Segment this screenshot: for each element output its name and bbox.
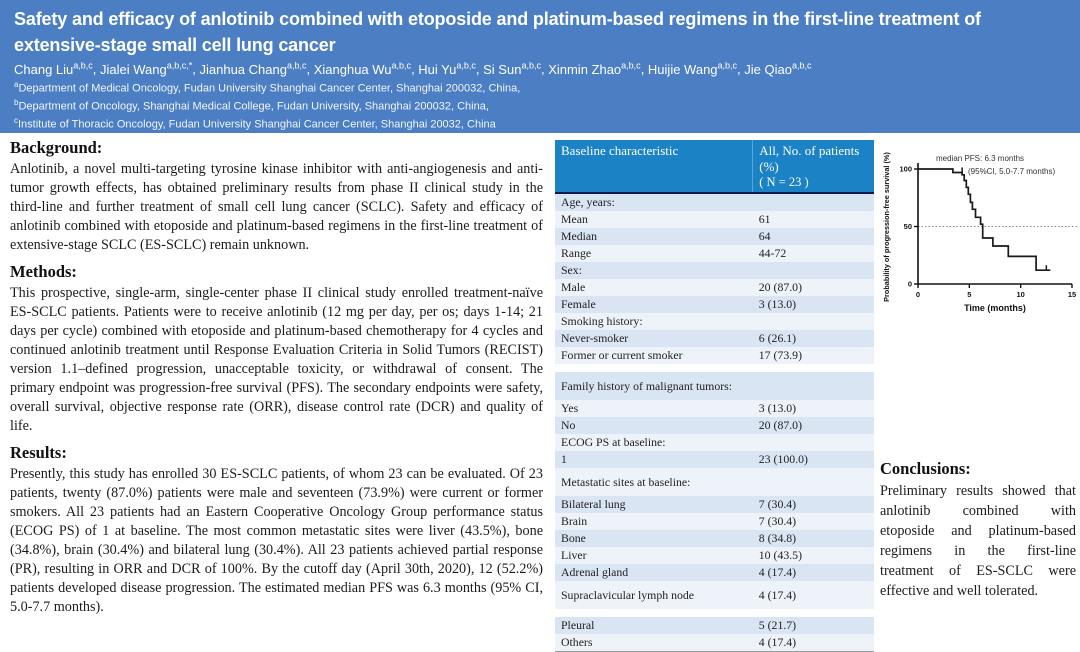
author-line: Chang Liu$^{a,b,c}$, Jialei Wang$^{a,b,c,*}$, Jianhua Chang$^{a,b,c}$, Xianghua Wu$^{a,b,c}$, Hui Yu$^{a,b,c}$, Si Sun$^{a,b,c}$, Xinmin Zhao$^{a,b,c}$, Huijie Wang$^{a,b,c}$, Jie Qiao$^{a,b,c}$ (14, 60, 812, 77)
cell-characteristic: Sex: (555, 262, 753, 279)
table-row (555, 347, 874, 368)
cell-characteristic: Others (555, 634, 753, 652)
author: Jie Qiao$^{a,b,c}$ (744, 60, 812, 77)
cell-value: 5 (21.7) (753, 613, 874, 634)
cell-characteristic: Metastatic sites at baseline: (555, 468, 753, 496)
table-row (555, 368, 874, 400)
author: Xinmin Zhao$^{a,b,c}$ (548, 60, 641, 77)
cell-characteristic: Pleural (555, 613, 753, 634)
table-row (555, 400, 874, 417)
affiliation: $^b$Department of Oncology, Shanghai Medical College, Fudan University, Shanghai 200032, China, (14, 97, 489, 113)
cell-value (753, 468, 874, 496)
table-row (555, 434, 874, 451)
table-row (555, 313, 874, 330)
conclusions-heading: Conclusions: (880, 459, 971, 478)
table-row (555, 613, 874, 634)
background-text: Anlotinib, a novel multi-targeting tyrosine kinase inhibitor with anti-angiogenesis and anti-tumor growth effects, has obtained preliminary results from phase II clinical study in the third-line and further treatment of small cell lung cancer (SCLC). Safety and efficacy of anlotinib combined with etoposide and platinum-based regimens in the first-line treatment of extensive-stage SCLC (ES-SCLC) remain unknown. (10, 161, 543, 253)
methods-text: This prospective, single-arm, single-center phase II clinical study enrolled treatment-naïve ES-SCLC patients. Patients were to receive anlotinib (12 mg per day, per os; days 1-14; 21 days per cycle) combined with etoposide and platinum-based chemotherapy for 4 cycles and continued anlotinib treatment until Response Evaluation Criteria in Solid Tumors (RECIST) version 1.1–defined progression, unacceptable toxicity, or withdrawal of consent. The primary endpoint was progression-free survival (PFS). The secondary endpoints were safety, overall survival, objective response rate (ORR), disease control rate (DCR) and quality of life. (10, 285, 543, 434)
cell-value (753, 368, 874, 400)
poster-header (0, 0, 1080, 133)
cell-value (753, 313, 874, 330)
author: Xianghua Wu$^{a,b,c}$ (313, 60, 412, 77)
column-header-characteristic: Baseline characteristic (555, 140, 753, 193)
cell-value: 23 (100.0) (753, 451, 874, 468)
table-row (555, 547, 874, 564)
table-row (555, 564, 874, 581)
x-axis-label: Time (months) (964, 303, 1026, 313)
cell-value: 7 (30.4) (753, 513, 874, 530)
author: Chang Liu$^{a,b,c}$ (14, 60, 93, 77)
cell-value: 6 (26.1) (753, 330, 874, 347)
x-tick-label: 5 (967, 290, 972, 299)
cell-value: 7 (30.4) (753, 496, 874, 513)
table-row (555, 417, 874, 434)
table-row (555, 279, 874, 296)
table-row (555, 330, 874, 347)
y-axis-label: Probability of progression-free survival (%) (882, 152, 891, 302)
cell-value: 4 (17.4) (753, 581, 874, 613)
cell-value: 4 (17.4) (753, 634, 874, 652)
author: Huijie Wang$^{a,b,c}$ (647, 60, 738, 77)
conclusions-text: Preliminary results showed that anlotinib combined with etoposide and platinum-based regimens in the first-line treatment of ES-SCLC were effective and well tolerated. (880, 483, 1076, 599)
ci-annotation: (95%CI, 5.0-7.7 months) (968, 167, 1056, 176)
cell-value: 4 (17.4) (753, 564, 874, 581)
cell-characteristic: Range (555, 245, 753, 262)
table-row (555, 211, 874, 228)
y-tick-label: 100 (899, 164, 912, 174)
cell-characteristic: Never-smoker (555, 330, 753, 347)
cell-characteristic: Male (555, 279, 753, 296)
cell-value: 3 (13.0) (753, 400, 874, 417)
chart-axes (918, 163, 1072, 284)
methods-heading: Methods: (10, 262, 77, 281)
cell-characteristic: Mean (555, 211, 753, 228)
baseline-table-column (555, 137, 874, 649)
cell-value: 61 (753, 211, 874, 228)
cell-characteristic: Adrenal gland (555, 564, 753, 581)
cell-value: 10 (43.5) (753, 547, 874, 564)
baseline-characteristics-table (555, 140, 874, 652)
right-column (880, 137, 1080, 629)
cell-characteristic: Family history of malignant tumors: (555, 368, 753, 400)
cell-characteristic: Bone (555, 530, 753, 547)
table-row (555, 513, 874, 530)
results-heading: Results: (10, 443, 67, 462)
poster-title: Safety and efficacy of anlotinib combined with etoposide and platinum-based regimens in the first-line treatment of extensive-stage small cell lung cancer (14, 9, 981, 56)
cell-characteristic: 1 (555, 451, 753, 468)
table-row (555, 228, 874, 245)
cell-value: 64 (753, 228, 874, 245)
author: Jianhua Chang$^{a,b,c}$ (199, 60, 307, 77)
km-survival-curve (918, 169, 1050, 270)
x-tick-label: 0 (915, 290, 921, 299)
background-heading: Background: (10, 138, 103, 157)
cell-characteristic: No (555, 417, 753, 434)
cell-characteristic: Female (555, 296, 753, 313)
table-header-row (555, 140, 874, 193)
cell-value (753, 193, 874, 211)
table-row (555, 451, 874, 468)
table-row (555, 634, 874, 652)
y-tick-label: 0 (907, 279, 912, 289)
cell-characteristic: Liver (555, 547, 753, 564)
cell-value: 44-72 (753, 245, 874, 262)
conclusions-section (880, 459, 1076, 601)
cell-characteristic: Brain (555, 513, 753, 530)
abstract-column (8, 137, 547, 629)
table-row (555, 193, 874, 211)
poster-body (0, 133, 1080, 649)
median-pfs-annotation: median PFS: 6.3 months (936, 154, 1025, 163)
cell-value: 3 (13.0) (753, 296, 874, 313)
cell-characteristic: Median (555, 228, 753, 245)
table-row (555, 468, 874, 496)
y-tick-label: 50 (903, 222, 912, 232)
affiliation: $^c$Institute of Thoracic Oncology, Fudan University Shanghai Cancer Center, Shanghai 20032, China (14, 116, 496, 131)
cell-value: 8 (34.8) (753, 530, 874, 547)
table-row (555, 296, 874, 313)
cell-characteristic: Yes (555, 400, 753, 417)
pfs-kaplan-meier-chart (880, 139, 1080, 319)
cell-characteristic: Supraclavicular lymph node (555, 581, 753, 613)
author: Si Sun$^{a,b,c}$ (483, 60, 541, 77)
cell-characteristic: Former or current smoker (555, 347, 753, 368)
table-row (555, 262, 874, 279)
x-tick-label: 10 (1016, 290, 1025, 299)
cell-characteristic: Smoking history: (555, 313, 753, 330)
affiliation: $^a$Department of Medical Oncology, Fudan University Shanghai Cancer Center, Shanghai 200032, China, (14, 79, 521, 95)
affiliation-list (14, 79, 1066, 134)
table-row (555, 245, 874, 262)
author: Hui Yu$^{a,b,c}$ (418, 60, 476, 77)
cell-value: 20 (87.0) (753, 417, 874, 434)
cell-characteristic: ECOG PS at baseline: (555, 434, 753, 451)
cell-characteristic: Bilateral lung (555, 496, 753, 513)
cell-value (753, 434, 874, 451)
x-tick-label: 15 (1067, 290, 1077, 299)
table-row (555, 496, 874, 513)
table-row (555, 530, 874, 547)
cell-value (753, 262, 874, 279)
cell-value: 17 (73.9) (753, 347, 874, 368)
cell-characteristic: Age, years: (555, 193, 753, 211)
km-chart-svg (880, 139, 1080, 319)
cell-value: 20 (87.0) (753, 279, 874, 296)
results-text: Presently, this study has enrolled 30 ES-SCLC patients, of whom 23 can be evaluated. Of 23 patients, twenty (87.0%) patients were male and seventeen (73.9%) were current or former smokers. All 23 patients had an Eastern Cooperative Oncology Group performance status (ECOG PS) of 1 at baseline. The most common metastatic sites were liver (43.5%), bone (34.8%), brain (30.4%) and bilateral lung (30.4%). All 23 patients achieved partial response (PR), resulting in ORR and DCR of 100%. By the cutoff day (April 30th, 2020), 12 (52.2%) patients developed disease progression. The estimated median PFS was 6.3 months (95% CI, 5.0-7.7 months). (10, 466, 543, 615)
author: Jialei Wang$^{a,b,c,*}$ (100, 60, 193, 77)
table-row (555, 581, 874, 613)
column-header-patients: All, No. of patients (%) ( N = 23 ) (753, 140, 874, 193)
